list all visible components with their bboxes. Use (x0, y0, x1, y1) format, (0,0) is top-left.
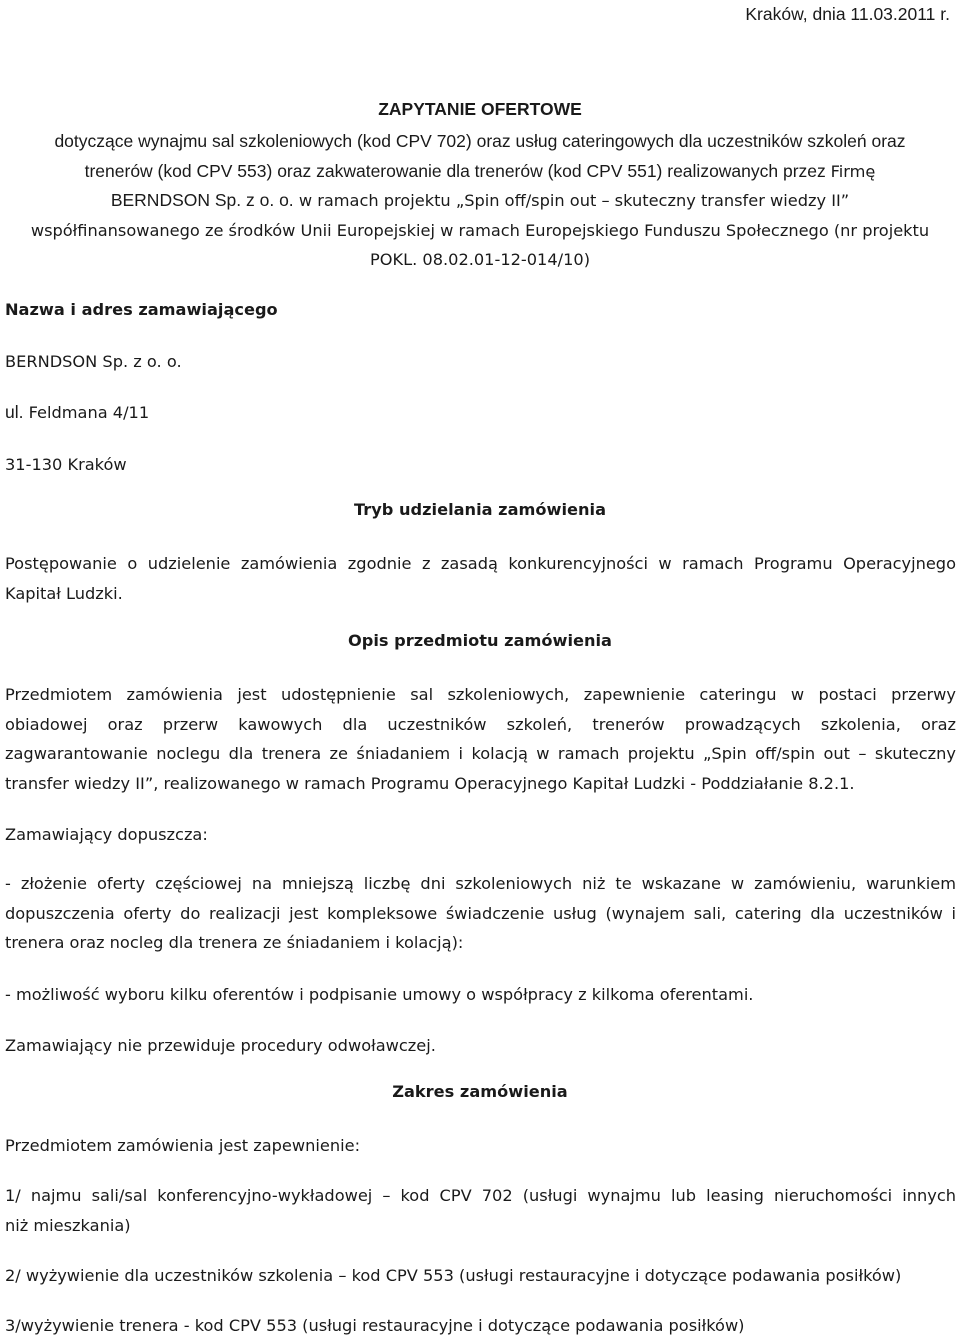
document-intro (4, 127, 956, 275)
scope-item-1 (5, 1181, 956, 1240)
ordering-party-name: BERNDSON Sp. z o. o. (5, 352, 182, 371)
street-prefix: ul. (5, 402, 24, 422)
scope-item-1-line-1: 1/ najmu sali/sal konferencyjno-wykładowej – kod CPV 702 (usługi wynajmu lub leasing nieruchomości innych (5, 1186, 956, 1205)
scope-intro: Przedmiotem zamówienia jest zapewnienie: (5, 1136, 361, 1155)
allow-item-1 (5, 869, 956, 958)
intro-line-2 (4, 157, 956, 187)
intro-line-3-project: w ramach projektu „Spin off/spin out – skuteczny transfer wiedzy II” (293, 191, 850, 210)
intro-line-1: dotyczące wynajmu sal szkoleniowych (kod CPV 702) oraz usług cateringowych dla uczestników szkoleń oraz (54, 131, 906, 151)
intro-line-3-company: BERNDSON Sp. z o. o. (110, 190, 294, 210)
scope-item-3: 3/wyżywienie trenera - kod CPV 553 (usługi restauracyjne i dotyczące podawania posiłków) (5, 1316, 745, 1335)
ordering-party-city: 31-130 Kraków (5, 455, 127, 474)
no-appeal-statement: Zamawiający nie przewiduje procedury odwoławczej. (5, 1036, 436, 1055)
ordering-party-street (5, 398, 956, 428)
intro-line-4: współfinansowanego ze środków Unii Europejskiej w ramach Europejskiego Funduszu Społecznego (nr projektu (30, 220, 930, 240)
description-line-4: transfer wiedzy II”, realizowanego w ramach Programu Operacyjnego Kapitał Ludzki - Poddziałanie 8.2.1. (5, 773, 855, 793)
intro-line-2-company-word: Firmę (830, 161, 876, 181)
procedure-heading: Tryb udzielania zamówienia (354, 500, 606, 519)
scope-item-2: 2/ wyżywienie dla uczestników szkolenia – kod CPV 553 (usługi restauracyjne i dotyczące podawania posiłków) (5, 1266, 902, 1285)
street-address: Feldmana 4/11 (23, 403, 150, 422)
description-line-2: obiadowej oraz przerw kawowych dla uczestników szkoleń, trenerów prowadzących szkolenia, oraz (5, 714, 956, 734)
intro-line-5: POKL. 08.02.01-12-014/10) (369, 250, 591, 269)
scope-item-1-line-2: niż mieszkania) (5, 1215, 131, 1235)
allow-item-1-line-3: trenera oraz nocleg dla trenera ze śniadaniem i kolacją): (5, 933, 464, 953)
procedure-line-1: Postępowanie o udzielenie zamówienia zgodnie z zasadą konkurencyjności w ramach Programu Operacyjnego (5, 554, 956, 573)
allow-item-2: - możliwość wyboru kilku oferentów i podpisanie umowy o współpracy z kilkoma oferentami. (5, 985, 754, 1004)
allow-item-1-line-2: dopuszczenia oferty do realizacji jest kompleksowe świadczenie usług (wynajem sali, catering dla uczestników i (5, 903, 956, 923)
procedure-text (5, 549, 956, 608)
description-line-1: Przedmiotem zamówienia jest udostępnienie sal szkoleniowych, zapewnienie cateringu w postaci przerwy (5, 685, 956, 704)
scope-heading: Zakres zamówienia (392, 1082, 568, 1101)
intro-line-3 (4, 186, 956, 216)
description-line-3: zagwarantowanie noclegu dla trenera ze śniadaniem i kolacją w ramach projektu „Spin off/spin out – skuteczny (5, 744, 956, 764)
description-heading: Opis przedmiotu zamówienia (348, 631, 612, 650)
document-title: ZAPYTANIE OFERTOWE (378, 99, 582, 119)
intro-line-2-text: trenerów (kod CPV 553) oraz zakwaterowanie dla trenerów (kod CPV 551) realizowanych przez (84, 160, 831, 181)
description-text (5, 680, 956, 798)
procedure-line-2: Kapitał Ludzki. (5, 583, 123, 603)
allows-label: Zamawiający dopuszcza: (5, 825, 208, 844)
ordering-party-heading: Nazwa i adres zamawiającego (5, 300, 278, 319)
allow-item-1-line-1: - złożenie oferty częściowej na mniejszą liczbę dni szkoleniowych niż te wskazane w zamówieniu, warunkiem (5, 874, 956, 893)
document-date: Kraków, dnia 11.03.2011 r. (745, 4, 950, 24)
